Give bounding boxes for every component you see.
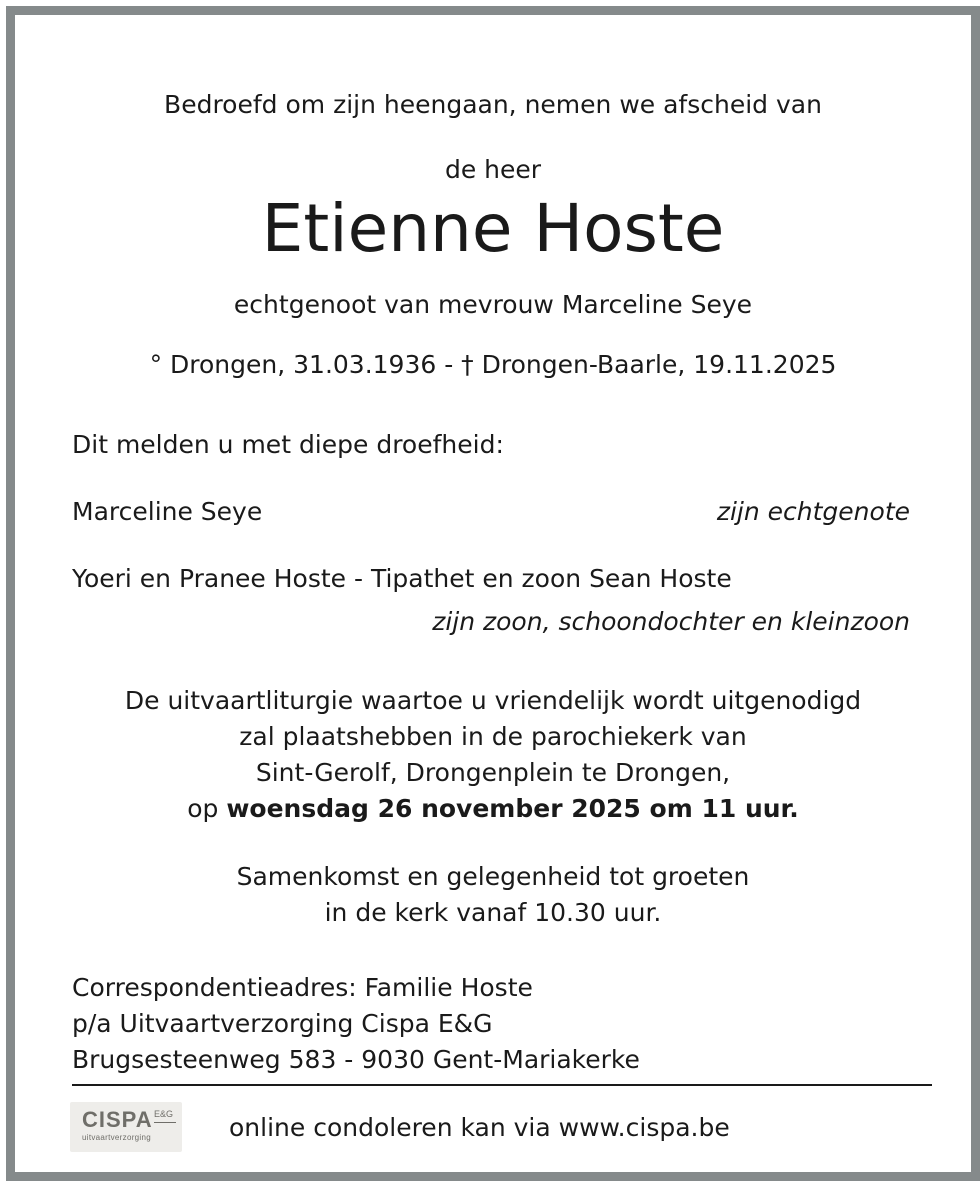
spouse-line: echtgenoot van mevrouw Marceline Seye: [233, 290, 753, 319]
liturgy-line: Sint-Gerolf, Drongenplein te Drongen,: [255, 758, 731, 787]
liturgy-line: De uitvaartliturgie waartoe u vriendelijk wordt uitgenodigd: [124, 686, 862, 715]
logo-sub-text: uitvaartverzorging: [82, 1133, 151, 1142]
liturgy-date: woensdag 26 november 2025 om 11 uur.: [226, 794, 799, 823]
family-member-relation: zijn echtgenote: [716, 497, 910, 526]
birth-death-line: ° Drongen, 31.03.1936 - † Drongen-Baarle, 19.11.2025: [149, 350, 837, 379]
divider: [72, 1084, 932, 1086]
liturgy-date-line: [15, 792, 971, 826]
family-member-name: Marceline Seye: [72, 497, 263, 526]
obituary-card: [6, 6, 980, 1181]
online-condolence-text: online condoleren kan via www.cispa.be: [229, 1113, 730, 1142]
cispa-logo: [70, 1102, 182, 1152]
correspondence-line: Brugsesteenweg 583 - 9030 Gent-Mariakerke: [72, 1045, 640, 1074]
correspondence-line: Correspondentieadres: Familie Hoste: [72, 973, 533, 1002]
deceased-name: Etienne Hoste: [261, 190, 725, 267]
gathering-line: in de kerk vanaf 10.30 uur.: [324, 898, 662, 927]
correspondence-line: p/a Uitvaartverzorging Cispa E&G: [72, 1009, 493, 1038]
logo-line: [154, 1122, 176, 1123]
liturgy-line: zal plaatshebben in de parochiekerk van: [239, 722, 747, 751]
announce-text: Dit melden u met diepe droefheid:: [72, 430, 504, 459]
family-member-name: Yoeri en Pranee Hoste - Tipathet en zoon Sean Hoste: [72, 564, 732, 593]
logo-main-text: CISPA: [82, 1107, 153, 1132]
logo-eg-text: E&G: [154, 1109, 174, 1119]
family-member-relation: zijn zoon, schoondochter en kleinzoon: [432, 607, 910, 636]
intro-text: Bedroefd om zijn heengaan, nemen we afscheid van: [164, 90, 822, 119]
liturgy-date-prefix: op: [187, 794, 227, 823]
title-prefix: de heer: [444, 155, 542, 184]
gathering-line: Samenkomst en gelegenheid tot groeten: [236, 862, 750, 891]
